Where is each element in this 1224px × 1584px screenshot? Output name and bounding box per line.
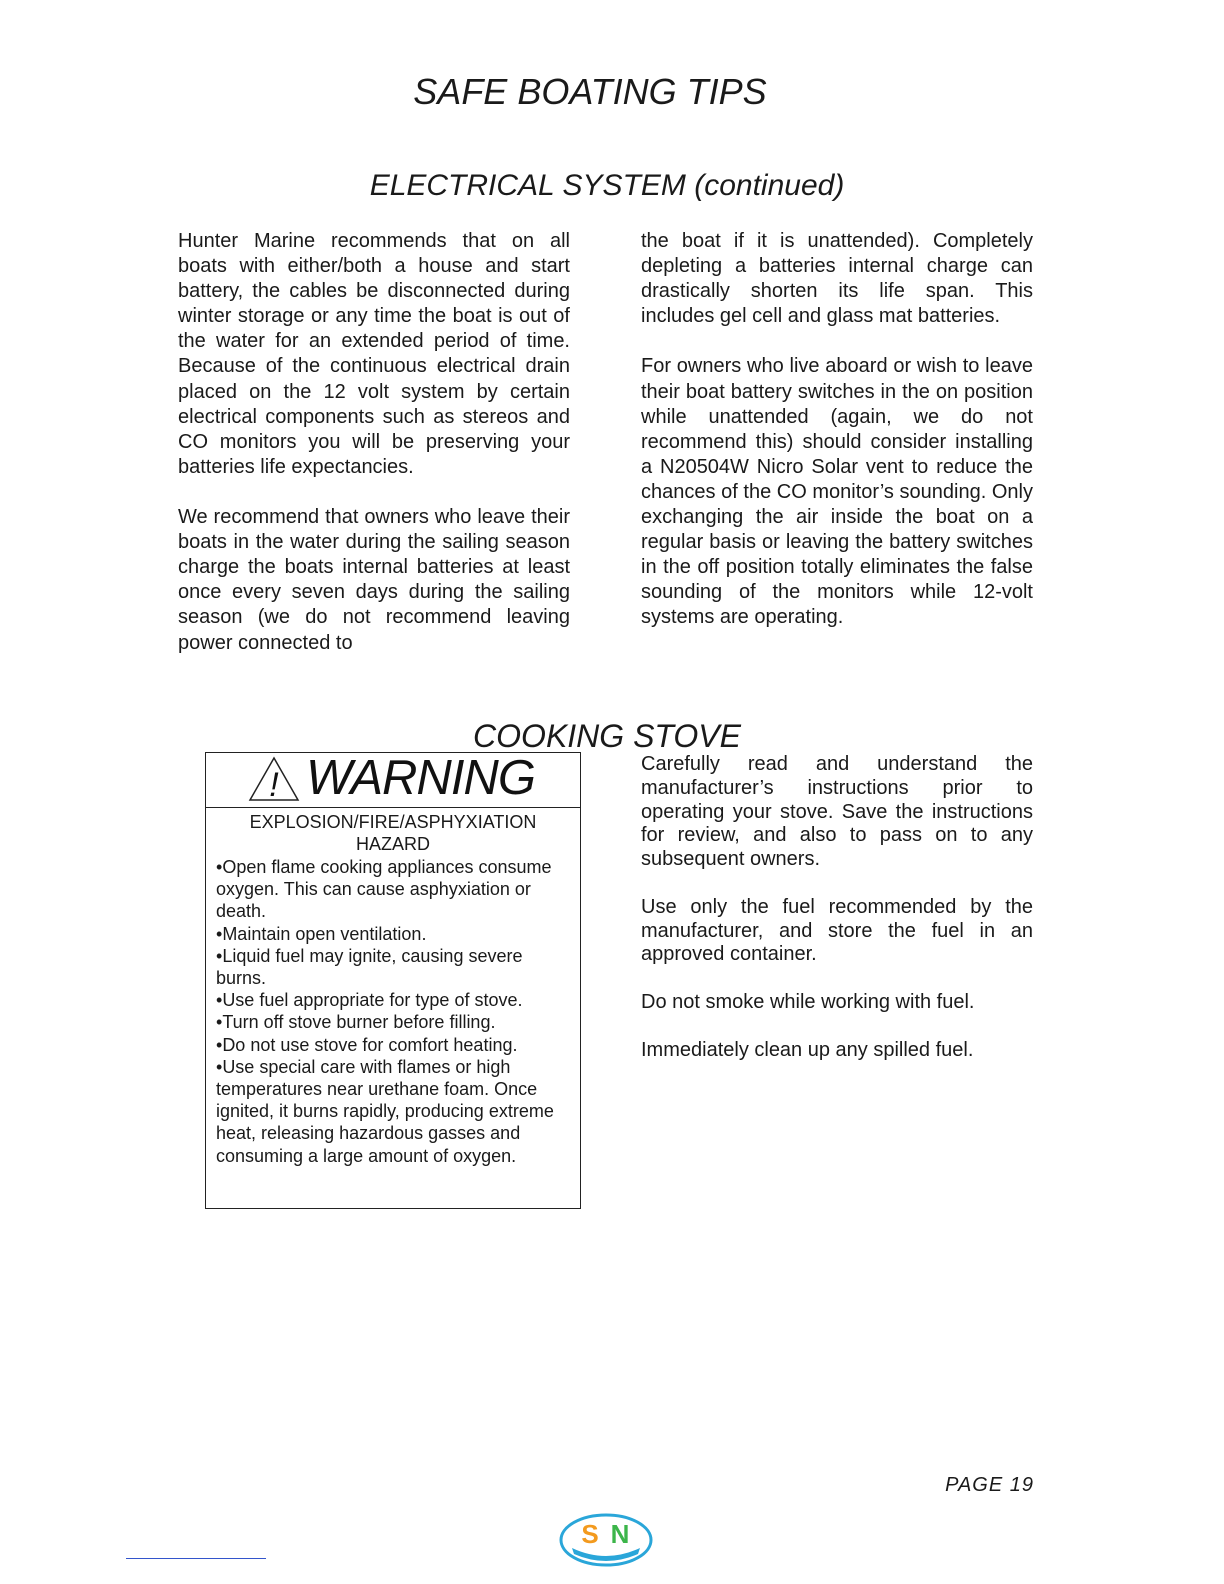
warning-list [206, 856, 580, 1167]
page-title: SAFE BOATING TIPS [413, 71, 767, 112]
warning-header [206, 753, 580, 808]
list-item: • Do not use stove for comfort heating. [216, 1034, 572, 1056]
list-item: • Turn off stove burner before filling. [216, 1011, 572, 1033]
warning-word: WARNING [306, 751, 535, 805]
paragraph: Carefully read and understand the manufacturer’s instructions prior to operating your stove. Save the instructions for review, and also to pass on to any subsequent owners. [641, 753, 1033, 871]
logo-letter-s: S [581, 1519, 599, 1549]
list-item: • Liquid fuel may ignite, causing severe burns. [216, 945, 572, 989]
warning-symbol: ! [269, 766, 279, 802]
list-item: • Open flame cooking appliances consume oxygen. This can cause asphyxiation or death. [216, 856, 572, 923]
hazard-title: EXPLOSION/FIRE/ASPHYXIATION HAZARD [249, 812, 537, 854]
paragraph: Do not smoke while working with fuel. [641, 990, 975, 1013]
list-item: • Maintain open ventilation. [216, 923, 572, 945]
warning-box [205, 752, 581, 1209]
electrical-right-column [641, 229, 1033, 656]
warning-triangle-icon [248, 756, 300, 802]
footer-divider [126, 1558, 266, 1559]
sn-logo-icon [558, 1512, 654, 1568]
list-item: • Use special care with flames or high temperatures near urethane foam. Once ignited, it burns rapidly, producing extreme heat, releasing hazardous gasses and consuming a large amount of oxygen. [216, 1056, 572, 1167]
list-item: • Use fuel appropriate for type of stove. [216, 989, 572, 1011]
paragraph: the boat if it is unattended). Completely depleting a batteries internal charge can drastically shorten its life span. This includes gel cell and glass mat batteries. [641, 230, 1033, 328]
paragraph: We recommend that owners who leave their boats in the water during the sailing season charge the boats internal batteries at least once every seven days during the sailing season (we do not recommend leaving power connected to [178, 506, 570, 654]
paragraph: Use only the fuel recommended by the manufacturer, and store the fuel in an approved container. [641, 895, 1033, 966]
logo-letter-n: N [610, 1519, 630, 1549]
electrical-left-column [178, 229, 570, 681]
paragraph: Hunter Marine recommends that on all boats with either/both a house and start battery, the cables be disconnected during winter storage or any time the boat is out of the water for an extended period of time. Because of the continuous electrical drain placed on the 12 volt system by certain electrical components such as stereos and CO monitors you will be preserving your batteries life expectancies. [178, 230, 570, 478]
section-title-electrical: ELECTRICAL SYSTEM (continued) [369, 169, 845, 202]
paragraph: Immediately clean up any spilled fuel. [641, 1038, 974, 1061]
stove-instructions-column [641, 753, 1033, 1086]
section-title-cooking-stove: COOKING STOVE [473, 718, 741, 754]
paragraph: For owners who live aboard or wish to leave their boat battery switches in the on position while unattended (again, we do not recommend this) should consider installing a N20504W Nicro Solar vent to reduce the chances of the CO monitor’s sounding. Only exchanging the air inside the boat on a regular basis or leaving the battery switches in the off position totally eliminates the false sounding of the monitors while 12-volt systems are operating. [641, 355, 1033, 629]
page-number: PAGE 19 [945, 1474, 1034, 1496]
